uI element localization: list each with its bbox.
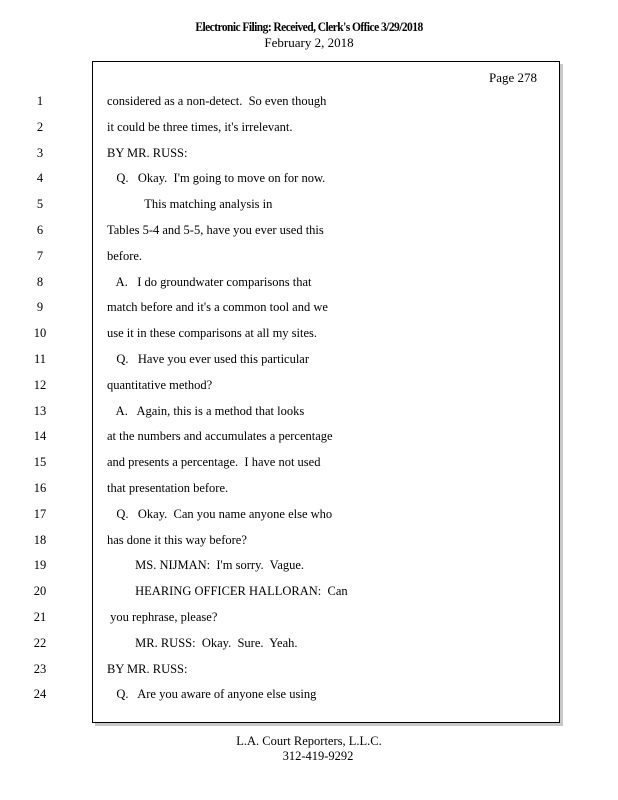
line-number: 19	[33, 558, 47, 572]
line-number: 17	[33, 507, 47, 521]
line-text: A. Again, this is a method that looks	[107, 404, 305, 418]
line-text: A. I do groundwater comparisons that	[107, 275, 312, 289]
line-number: 2	[36, 120, 44, 134]
line-number: 5	[36, 197, 44, 211]
line-number: 20	[33, 584, 47, 598]
filing-stamp-header: Electronic Filing: Received, Clerk's Office 3/29/2018	[195, 20, 423, 34]
line-text: This matching analysis in	[107, 197, 273, 211]
line-text: Q. Okay. I'm going to move on for now.	[107, 171, 326, 185]
line-text: and presents a percentage. I have not used	[107, 455, 321, 469]
line-number: 14	[33, 429, 47, 443]
footer-company: L.A. Court Reporters, L.L.C.	[236, 734, 382, 748]
line-number: 9	[36, 300, 44, 314]
line-number: 11	[33, 352, 47, 366]
line-text: you rephrase, please?	[107, 610, 218, 624]
page-number: Page 278	[488, 70, 537, 85]
line-text: has done it this way before?	[107, 533, 247, 547]
line-text: it could be three times, it's irrelevant.	[107, 120, 293, 134]
line-number: 1	[36, 94, 44, 108]
line-number: 12	[33, 378, 47, 392]
line-number: 18	[33, 533, 47, 547]
line-text: Q. Have you ever used this particular	[107, 352, 310, 366]
line-number: 10	[33, 326, 47, 340]
line-number: 7	[36, 249, 44, 263]
line-text: Q. Are you aware of anyone else using	[107, 687, 317, 701]
line-text: BY MR. RUSS:	[107, 146, 188, 160]
line-text: MS. NIJMAN: I'm sorry. Vague.	[107, 558, 305, 572]
line-text: BY MR. RUSS:	[107, 662, 188, 676]
line-number: 4	[36, 171, 44, 185]
line-text: match before and it's a common tool and we	[107, 300, 328, 314]
line-text: Tables 5-4 and 5-5, have you ever used this	[107, 223, 324, 237]
line-text: at the numbers and accumulates a percentage	[107, 429, 333, 443]
line-text: quantitative method?	[107, 378, 213, 392]
line-number: 21	[33, 610, 47, 624]
transcript-date: February 2, 2018	[264, 35, 354, 50]
line-number: 22	[33, 636, 47, 650]
line-number: 13	[33, 404, 47, 418]
line-text: before.	[107, 249, 143, 263]
line-text: Q. Okay. Can you name anyone else who	[107, 507, 333, 521]
line-number: 24	[33, 687, 47, 701]
line-number: 3	[36, 146, 44, 160]
line-number: 23	[33, 662, 47, 676]
line-number: 8	[36, 275, 44, 289]
line-number: 16	[33, 481, 47, 495]
footer-phone: 312-419-9292	[282, 749, 354, 763]
line-number: 15	[33, 455, 47, 469]
line-text: use it in these comparisons at all my sites.	[107, 326, 318, 340]
line-text: MR. RUSS: Okay. Sure. Yeah.	[107, 636, 298, 650]
line-text: HEARING OFFICER HALLORAN: Can	[107, 584, 348, 598]
line-number: 6	[36, 223, 44, 237]
line-text: that presentation before.	[107, 481, 229, 495]
line-text: considered as a non-detect. So even though	[107, 94, 327, 108]
